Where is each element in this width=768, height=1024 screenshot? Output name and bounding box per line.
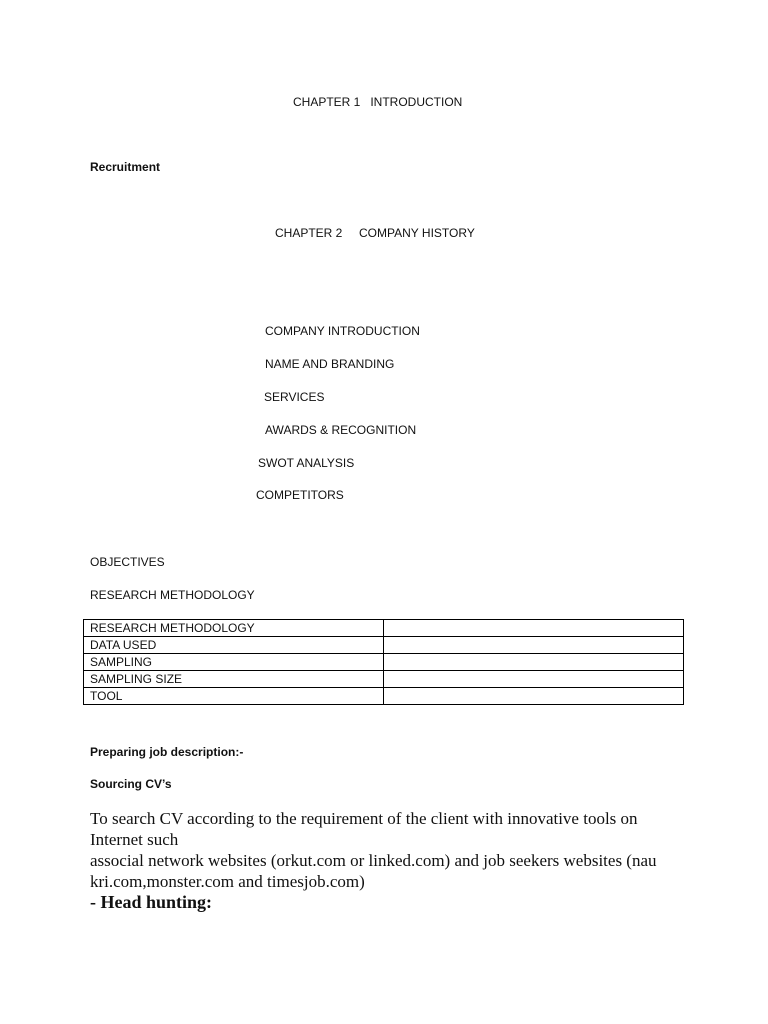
objectives-heading: OBJECTIVES <box>90 555 165 569</box>
chapter-2-heading: CHAPTER 2 COMPANY HISTORY <box>275 226 475 240</box>
table-cell-value <box>384 637 684 654</box>
recruitment-item: Recruitment <box>90 160 161 174</box>
toc-item-company-introduction: COMPANY INTRODUCTION <box>265 324 420 338</box>
chapter-1-heading: CHAPTER 1 INTRODUCTION <box>293 95 463 109</box>
toc-item-swot-analysis: SWOT ANALYSIS <box>258 456 355 470</box>
toc-item-name-and-branding: NAME AND BRANDING <box>265 357 395 371</box>
research-methodology-heading: RESEARCH METHODOLOGY <box>90 588 255 602</box>
table-cell-label: SAMPLING SIZE <box>84 671 384 688</box>
table-row <box>84 688 684 705</box>
table-cell-value <box>384 671 684 688</box>
research-methodology-table <box>83 619 684 705</box>
table-cell-value <box>384 654 684 671</box>
toc-item-services: SERVICES <box>264 390 325 404</box>
table-cell-value <box>384 688 684 705</box>
head-hunting-heading: - Head hunting: <box>90 892 213 912</box>
table-cell-label: TOOL <box>84 688 384 705</box>
toc-item-awards-recognition: AWARDS & RECOGNITION <box>265 423 417 437</box>
sourcing-paragraph-line-2: associal network websites (orkut.com or linked.com) and job seekers websites (nau kri.com,monster.com and timesjob.com) <box>90 851 657 891</box>
table-row <box>84 637 684 654</box>
table-cell-label: SAMPLING <box>84 654 384 671</box>
toc-item-competitors: COMPETITORS <box>256 488 344 502</box>
table-row <box>84 620 684 637</box>
table-row <box>84 654 684 671</box>
table-cell-value <box>384 620 684 637</box>
sourcing-paragraph-line-1: To search CV according to the requirement of the client with innovative tools on Internet such <box>90 809 638 849</box>
table-cell-label: RESEARCH METHODOLOGY <box>84 620 384 637</box>
preparing-job-description-heading: Preparing job description:- <box>90 745 244 759</box>
sourcing-paragraph <box>90 808 690 892</box>
table-row <box>84 671 684 688</box>
table-cell-label: DATA USED <box>84 637 384 654</box>
sourcing-cvs-heading: Sourcing CV’s <box>90 777 172 791</box>
